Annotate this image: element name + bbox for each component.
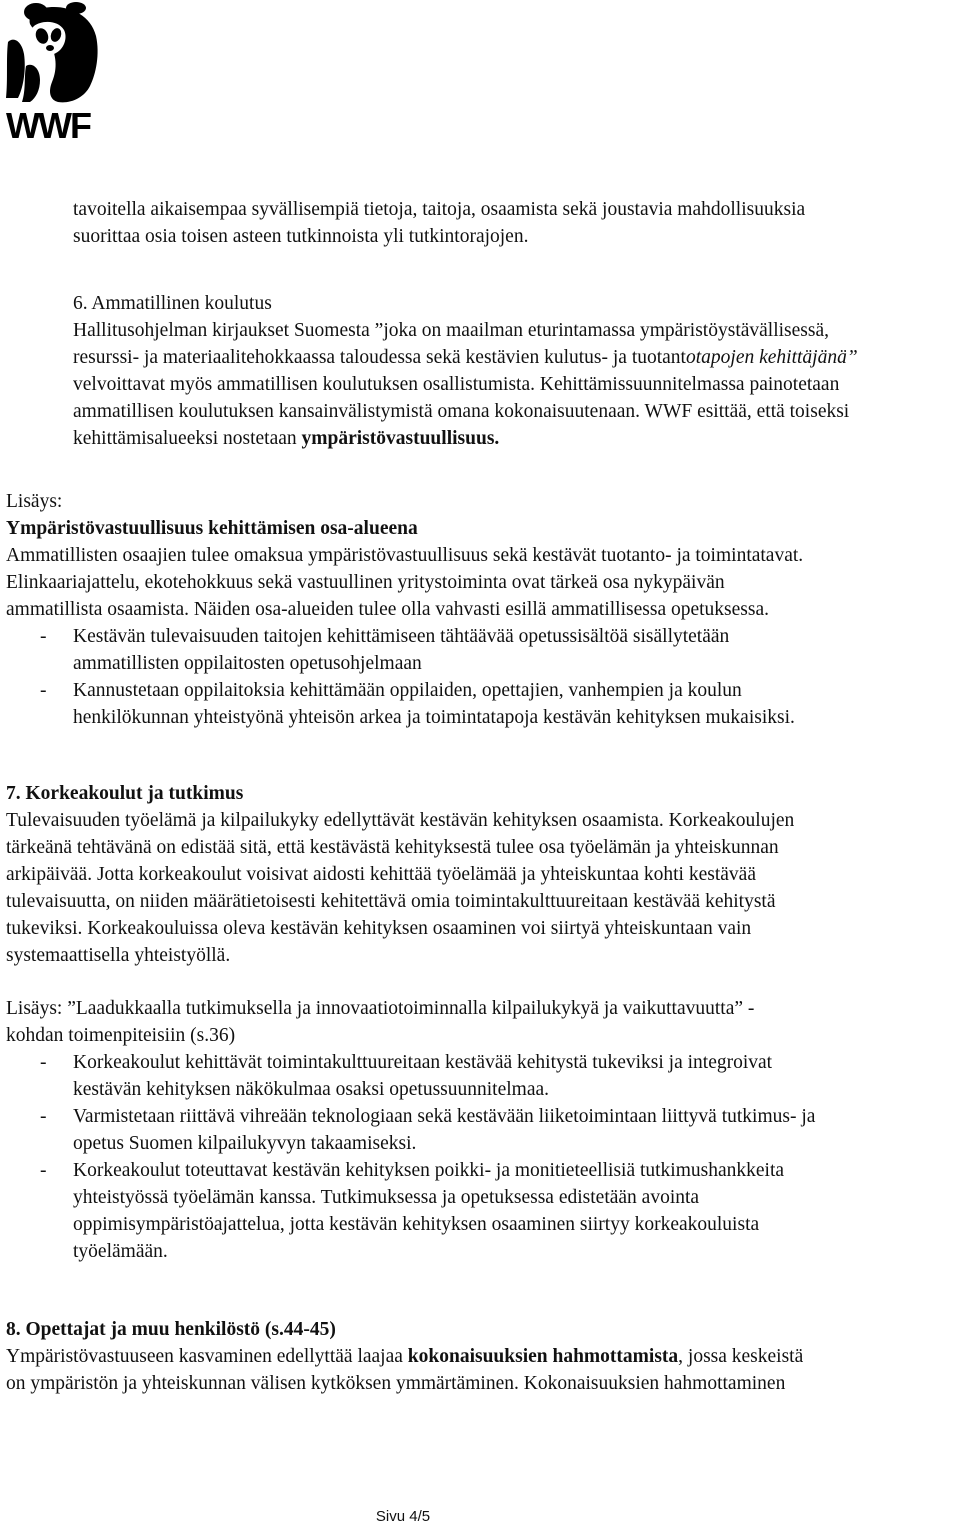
s8-line-2: on ympäristön ja yhteiskunnan välisen kytköksen ymmärtäminen. Kokonaisuuksien hahmottaminen bbox=[6, 1373, 786, 1394]
s7-bullet-1-line-1: Korkeakoulut kehittävät toimintakulttuureitaan kestävää kehitystä tukeviksi ja integroivat bbox=[73, 1052, 773, 1073]
s7-bullet-3-line-3: oppimisympäristöajattelua, jotta kestävän kehityksen osaaminen siirtyy korkeakouluista bbox=[73, 1214, 760, 1235]
s7-line-5: tukeviksi. Korkeakouluissa oleva kestävän kehityksen osaaminen voi siirtyä yhteiskuntaan vain bbox=[6, 918, 752, 939]
bullet-dash: - bbox=[40, 1052, 47, 1073]
s7-line-3: arkipäivää. Jotta korkeakoulut voisivat aidosti kehittää työelämää ja yhteiskuntaa kohti kestävää bbox=[6, 864, 756, 885]
wwf-logo-text: WWF bbox=[6, 105, 90, 146]
s6-addition-label: Lisäys: bbox=[6, 491, 63, 512]
s7-addition-line-2: kohdan toimenpiteisiin (s.36) bbox=[6, 1025, 236, 1046]
section-7-heading bbox=[6, 780, 243, 807]
s8-line-1b: kokonaisuuksien hahmottamista bbox=[407, 1346, 679, 1367]
s6-line-3: velvoittavat myös ammatillisen koulutuksen osallistumista. Kehittämissuunnitelmassa painotetaan bbox=[73, 374, 840, 395]
bullet-dash: - bbox=[40, 1160, 47, 1181]
section-7-number: 7. bbox=[6, 783, 26, 804]
s6-addition-line-1: Ammatillisten osaajien tulee omaksua ympäristövastuullisuus sekä kestävät tuotanto- ja toimintatavat. bbox=[6, 545, 804, 566]
s7-bullet-3-line-1: Korkeakoulut toteuttavat kestävän kehityksen poikki- ja monitieteellisiä tutkimushankkeita bbox=[73, 1160, 785, 1181]
s7-bullet-3-line-4: työelämään. bbox=[73, 1241, 168, 1262]
s7-bullet-3-line-2: yhteistyössä työelämän kanssa. Tutkimuksessa ja opetuksessa edistetään avointa bbox=[73, 1187, 700, 1208]
intro-line-2: suorittaa osia toisen asteen tutkinnoista yli tutkintorajojen. bbox=[73, 226, 529, 247]
s6-line-5 bbox=[73, 425, 499, 452]
s7-line-1: Tulevaisuuden työelämä ja kilpailukyky edellyttävät kestävän kehityksen osaamista. Korkeakoulujen bbox=[6, 810, 795, 831]
s6-bullet-2-line-1: Kannustetaan oppilaitoksia kehittämään oppilaiden, opettajien, vanhempien ja koulun bbox=[73, 680, 742, 701]
section-8-heading: 8. Opettajat ja muu henkilöstö (s.44-45) bbox=[6, 1319, 336, 1340]
s8-line-1 bbox=[6, 1343, 803, 1370]
s6-bullet-1-line-1: Kestävän tulevaisuuden taitojen kehittämiseen tähtäävää opetussisältöä sisällytetään bbox=[73, 626, 730, 647]
intro-line-1: tavoitella aikaisempaa syvällisempiä tietoja, taitoja, osaamista sekä joustavia mahdollisuuksia bbox=[73, 199, 806, 220]
bullet-dash: - bbox=[40, 626, 47, 647]
s7-addition-line-1: Lisäys: ”Laadukkaalla tutkimuksella ja innovaatiotoiminnalla kilpailukykyä ja vaikuttavuutta” - bbox=[6, 998, 755, 1019]
section-6-heading: 6. Ammatillinen koulutus bbox=[73, 293, 272, 314]
wwf-logo bbox=[4, 2, 100, 146]
page-number: Sivu 4/5 bbox=[375, 1508, 431, 1525]
s6-bullet-1-line-2: ammatillisten oppilaitosten opetusohjelmaan bbox=[73, 653, 422, 674]
section-7-title: Korkeakoulut ja tutkimus bbox=[25, 783, 244, 804]
s8-line-1c: , jossa keskeistä bbox=[678, 1346, 804, 1367]
s6-line-5b: ympäristövastuullisuus. bbox=[301, 428, 500, 449]
s7-bullet-2-line-2: opetus Suomen kilpailukyvyn takaamiseksi. bbox=[73, 1133, 417, 1154]
s6-line-5a: kehittämisalueeksi nostetaan bbox=[73, 428, 302, 449]
s6-line-1: Hallitusohjelman kirjaukset Suomesta ”joka on maailman eturintamassa ympäristöystävällisessä, bbox=[73, 320, 829, 341]
s6-addition-line-3: ammatillista osaamista. Näiden osa-alueiden tulee olla vahvasti esillä ammatillisessa opetuksessa. bbox=[6, 599, 769, 620]
bullet-dash: - bbox=[40, 1106, 47, 1127]
panda-icon bbox=[4, 2, 100, 106]
s7-line-4: tulevaisuutta, on niiden määrätietoisesti kehitettävä omia toimintakulttuureitaan kestävää kehitystä bbox=[6, 891, 776, 912]
s7-line-6: systemaattisella yhteistyöllä. bbox=[6, 945, 231, 966]
s6-addition-title: Ympäristövastuullisuus kehittämisen osa-alueena bbox=[6, 518, 418, 539]
s7-line-2: tärkeänä tehtävänä on edistää sitä, että kestävästä kehityksestä tulee osa työelämän ja yhteiskunnan bbox=[6, 837, 779, 858]
s6-bullet-2-line-2: henkilökunnan yhteistyönä yhteisön arkea ja toimintatapoja kestävän kehityksen mukaisiksi. bbox=[73, 707, 795, 728]
s7-bullet-2-line-1: Varmistetaan riittävä vihreään teknologiaan sekä kestävään liiketoimintaan liittyvä tutkimus- ja bbox=[73, 1106, 816, 1127]
s6-line-4: ammatillisen koulutuksen kansainvälistymistä omana kokonaisuutenaan. WWF esittää, että toiseksi bbox=[73, 401, 850, 422]
bullet-dash: - bbox=[40, 680, 47, 701]
s7-bullet-1-line-2: kestävän kehityksen näkökulmaa osaksi opetussuunnitelmaa. bbox=[73, 1079, 550, 1100]
s6-line-2 bbox=[73, 344, 858, 371]
s6-line-2b: otapojen kehittäjänä” bbox=[685, 347, 858, 368]
s6-line-2a: resurssi- ja materiaalitehokkaassa taloudessa sekä kestävien kulutus- ja tuotant bbox=[73, 347, 686, 368]
s6-addition-line-2: Elinkaariajattelu, ekotehokkuus sekä vastuullinen yritystoiminta ovat tärkeä osa nykypäivän bbox=[6, 572, 725, 593]
s8-line-1a: Ympäristövastuuseen kasvaminen edellyttää laajaa bbox=[6, 1346, 408, 1367]
